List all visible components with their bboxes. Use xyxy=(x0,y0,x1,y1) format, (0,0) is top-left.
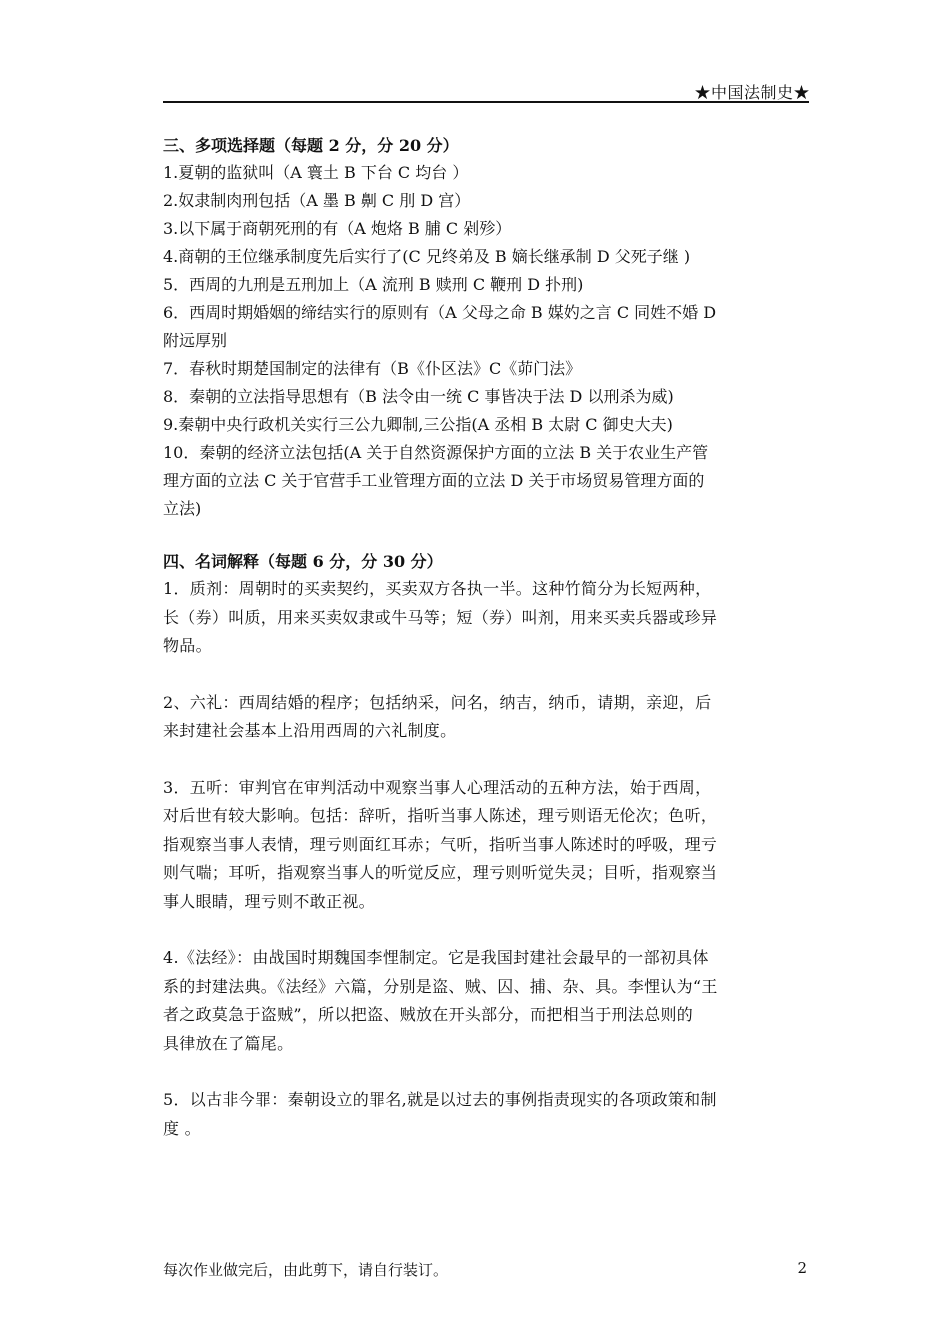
question-line: 2.奴隶制肉刑包括（A 墨 B 劓 C 刖 D 宫） xyxy=(163,191,471,210)
section-multiple-choice xyxy=(163,133,809,523)
section-heading-multiple-choice: 三、多项选择题（每题 2 分，分 20 分） xyxy=(163,136,459,155)
question-line: 9.秦朝中央行政机关实行三公九卿制,三公指(A 丞相 B 太尉 C 御史大夫) xyxy=(163,415,673,434)
definition-line: 者之政莫急于盗贼”，所以把盗、贼放在开头部分，而把相当于刑法总则的 xyxy=(163,1005,694,1024)
paragraph-spacer xyxy=(163,916,809,944)
question-line: 10．秦朝的经济立法包括(A 关于自然资源保护方面的立法 B 关于农业生产管 xyxy=(163,443,709,462)
definition-line: 3．五听：审判官在审判活动中观察当事人心理活动的五种方法，始于西周， xyxy=(163,777,712,797)
question-line: 3.以下属于商朝死刑的有（A 炮烙 B 脯 C 剁殄） xyxy=(163,219,512,238)
section-heading-term-definitions: 四、名词解释（每题 6 分，分 30 分） xyxy=(163,552,443,571)
question-line: 理方面的立法 C 关于官营手工业管理方面的立法 D 关于市场贸易管理方面的 xyxy=(163,471,705,490)
definition-line: 4.《法经》：由战国时期魏国李悝制定。它是我国封建社会最早的一部初具体 xyxy=(163,948,709,967)
definition-paragraph-yigufeijin xyxy=(163,1086,809,1143)
definition-paragraph-wuting xyxy=(163,774,809,917)
definition-line: 物品。 xyxy=(163,636,212,655)
definition-paragraph-zhiji xyxy=(163,575,809,661)
section-term-definitions xyxy=(163,549,809,1143)
definition-line: 1．质剂：周朝时的买卖契约，买卖双方各执一半。这种竹简分为长短两种， xyxy=(163,579,712,598)
definition-line: 2、六礼：西周结婚的程序；包括纳采，问名，纳吉，纳币，请期，亲迎，后 xyxy=(163,692,712,712)
section-spacer xyxy=(163,523,809,549)
definition-line: 事人眼睛，理亏则不敢正视。 xyxy=(163,891,375,911)
definition-paragraph-fajing xyxy=(163,944,809,1058)
definition-line: 对后世有较大影响。包括：辞听，指听当事人陈述，理亏则语无伦次；色听， xyxy=(163,806,718,825)
question-line: 8．秦朝的立法指导思想有（B 法令由一统 C 事皆决于法 D 以刑杀为威) xyxy=(163,387,674,406)
definition-line: 5．以古非今罪：秦朝设立的罪名,就是以过去的事例指责现实的各项政策和制 xyxy=(163,1090,717,1109)
question-line: 1.夏朝的监狱叫（A 寰土 B 下台 C 均台 ） xyxy=(163,163,469,182)
question-line: 附远厚别 xyxy=(163,331,228,350)
footer-binding-note: 每次作业做完后，由此剪下，请自行装订。 xyxy=(163,1261,449,1279)
definition-line: 系的封建法典。《法经》六篇，分别是盗、贼、囚、捕、杂、具。李悝认为“王 xyxy=(163,976,718,996)
question-line: 7．春秋时期楚国制定的法律有（B《仆区法》C《茆门法》 xyxy=(163,359,582,378)
question-line: 6．西周时期婚姻的缔结实行的原则有（A 父母之命 B 媒妁之言 C 同姓不婚 D xyxy=(163,303,717,322)
definition-line: 则气喘；耳听，指观察当事人的听觉反应，理亏则听觉失灵；目听，指观察当 xyxy=(163,863,718,882)
question-line: 4.商朝的王位继承制度先后实行了(C 兄终弟及 B 嫡长继承制 D 父死子继 ) xyxy=(163,247,691,266)
question-line: 立法) xyxy=(163,499,202,518)
document-body xyxy=(163,133,809,1143)
definition-line: 度 。 xyxy=(163,1118,201,1138)
paragraph-spacer xyxy=(163,661,809,689)
paragraph-spacer xyxy=(163,746,809,774)
definition-paragraph-liuli xyxy=(163,689,809,746)
page-number: 2 xyxy=(797,1259,807,1277)
definition-line: 来封建社会基本上沿用西周的六礼制度。 xyxy=(163,721,457,740)
definition-line: 指观察当事人表情，理亏则面红耳赤；气听，指听当事人陈述时的呼吸，理亏 xyxy=(163,834,718,854)
definition-line: 长（券）叫质，用来买卖奴隶或牛马等；短（券）叫剂，用来买卖兵器或珍异 xyxy=(163,607,718,627)
page-header-title: ★中国法制史★ xyxy=(694,83,810,102)
paragraph-spacer xyxy=(163,1058,809,1086)
definition-line: 具律放在了篇尾。 xyxy=(163,1033,294,1053)
question-line: 5．西周的九刑是五刑加上（A 流刑 B 赎刑 C 鞭刑 D 扑刑) xyxy=(163,275,584,294)
header-divider xyxy=(163,101,809,103)
